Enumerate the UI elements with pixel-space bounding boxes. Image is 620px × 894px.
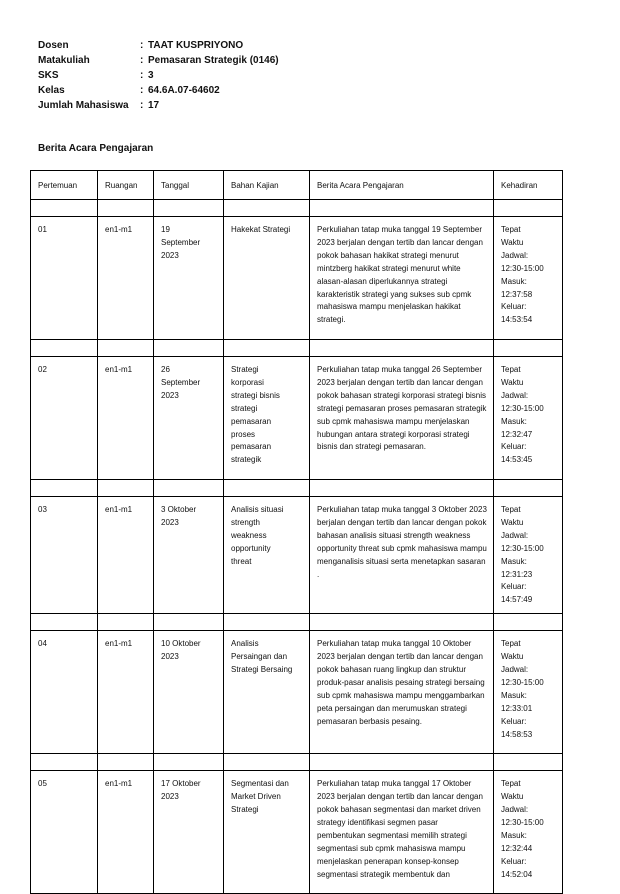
cell-kehadiran: Tepat Waktu Jadwal: 12:30-15:00 Masuk: 12:37:58 Keluar: 14:53:54	[494, 217, 563, 340]
cell-berita: Perkuliahan tatap muka tanggal 19 September 2023 berjalan dengan tertib dan lancar dengan pokok bahasan hakikat strategi menurut mintzberg hakikat strategi menurut white alasan-alasan diperlukannya strategi karakteristik strategi yang sukses sub cpmk mahasiswa mampu menjelaskan hakikat strategi.	[310, 217, 494, 340]
cell-ruangan: en1-m1	[98, 771, 154, 894]
cell-kehadiran: Tepat Waktu Jadwal: 12:30-15:00 Masuk: 12:31:23 Keluar: 14:57:49	[494, 497, 563, 614]
gap-row	[31, 614, 563, 631]
kelas-label: Kelas	[38, 85, 65, 96]
cell-bahan: Analisis Persaingan dan Strategi Bersaing	[224, 631, 310, 754]
cell-bahan: Segmentasi dan Market Driven Strategi	[224, 771, 310, 894]
info-row-sks	[38, 68, 279, 83]
separator: :	[140, 55, 144, 66]
separator: :	[140, 85, 144, 96]
cell-ruangan: en1-m1	[98, 357, 154, 480]
cell-tanggal: 26 September 2023	[154, 357, 224, 480]
cell-pertemuan: 02	[31, 357, 98, 480]
header-tanggal: Tanggal	[154, 171, 224, 200]
report-table	[30, 170, 563, 894]
cell-berita: Perkuliahan tatap muka tanggal 26 September 2023 berjalan dengan tertib dan lancar dengan pokok bahasan strategi korporasi strategi bisnis strategi pemasaran proses pemasaran strategik sub cpmk mahasiswa mampu menjelaskan hubungan antara strategi korporasi strategi bisnis dan strategi pemasaran.	[310, 357, 494, 480]
cell-tanggal: 19 September 2023	[154, 217, 224, 340]
table-row	[31, 217, 563, 340]
separator: :	[140, 70, 144, 81]
cell-bahan: Analisis situasi strength weakness opportunity threat	[224, 497, 310, 614]
header-ruangan: Ruangan	[98, 171, 154, 200]
cell-kehadiran: Tepat Waktu Jadwal: 12:30-15:00 Masuk: 12:32:44 Keluar: 14:52:04	[494, 771, 563, 894]
cell-bahan: Strategi korporasi strategi bisnis strategi pemasaran proses pemasaran strategik	[224, 357, 310, 480]
cell-ruangan: en1-m1	[98, 217, 154, 340]
separator: :	[140, 100, 144, 111]
info-row-kelas	[38, 83, 279, 98]
header-pertemuan: Pertemuan	[31, 171, 98, 200]
cell-pertemuan: 05	[31, 771, 98, 894]
section-title: Berita Acara Pengajaran	[38, 143, 154, 154]
gap-row	[31, 340, 563, 357]
matakuliah-value: Pemasaran Strategik (0146)	[148, 55, 279, 66]
matakuliah-label: Matakuliah	[38, 55, 90, 66]
gap-row	[31, 754, 563, 771]
kelas-value: 64.6A.07-64602	[148, 85, 220, 96]
header-bahan-kajian: Bahan Kajian	[224, 171, 310, 200]
jumlah-label: Jumlah Mahasiswa	[38, 100, 129, 111]
gap-row	[31, 200, 563, 217]
sks-label: SKS	[38, 70, 59, 81]
cell-tanggal: 3 Oktober 2023	[154, 497, 224, 614]
table-row	[31, 497, 563, 614]
cell-ruangan: en1-m1	[98, 631, 154, 754]
cell-kehadiran: Tepat Waktu Jadwal: 12:30-15:00 Masuk: 12:33:01 Keluar: 14:58:53	[494, 631, 563, 754]
dosen-value: TAAT KUSPRIYONO	[148, 40, 244, 51]
cell-kehadiran: Tepat Waktu Jadwal: 12:30-15:00 Masuk: 12:32:47 Keluar: 14:53:45	[494, 357, 563, 480]
cell-ruangan: en1-m1	[98, 497, 154, 614]
table-row	[31, 771, 563, 894]
cell-berita: Perkuliahan tatap muka tanggal 10 Oktober 2023 berjalan dengan tertib dan lancar dengan pokok bahasan ruang lingkup dan struktur produk-pasar analisis pesaing strategi bersaing sub cpmk mahasiswa mampu menggambarkan peta persaingan dan merumuskan strategi pemasaran berbasis pesaing.	[310, 631, 494, 754]
info-row-jumlah	[38, 98, 279, 113]
header-kehadiran: Kehadiran	[494, 171, 563, 200]
header-berita-acara: Berita Acara Pengajaran	[310, 171, 494, 200]
cell-tanggal: 10 Oktober 2023	[154, 631, 224, 754]
table-row	[31, 357, 563, 480]
cell-berita: Perkuliahan tatap muka tanggal 17 Oktober 2023 berjalan dengan tertib dan lancar dengan pokok bahasan segmentasi dan market driven strategy identifikasi segmen pasar pembentukan segmentasi memilih strategi segmentasi sub cpmk mahasiswa mampu menjelaskan penerapan konsep-konsep segmentasi strategik membentuk dan	[310, 771, 494, 894]
cell-tanggal: 17 Oktober 2023	[154, 771, 224, 894]
dosen-label: Dosen	[38, 40, 69, 51]
info-row-matakuliah	[38, 53, 279, 68]
sks-value: 3	[148, 70, 154, 81]
info-row-dosen	[38, 38, 279, 53]
course-info	[38, 38, 279, 113]
cell-pertemuan: 03	[31, 497, 98, 614]
cell-bahan: Hakekat Strategi	[224, 217, 310, 340]
cell-pertemuan: 04	[31, 631, 98, 754]
cell-berita: Perkuliahan tatap muka tanggal 3 Oktober 2023 berjalan dengan tertib dan lancar dengan pokok bahasan analisis situasi strength weakness opportunity threat sub cpmk mahasiswa mampu menganalisis situasi serta menetapkan sasaran .	[310, 497, 494, 614]
table-row	[31, 631, 563, 754]
cell-pertemuan: 01	[31, 217, 98, 340]
separator: :	[140, 40, 144, 51]
table-header-row	[31, 171, 563, 200]
jumlah-value: 17	[148, 100, 160, 111]
gap-row	[31, 480, 563, 497]
